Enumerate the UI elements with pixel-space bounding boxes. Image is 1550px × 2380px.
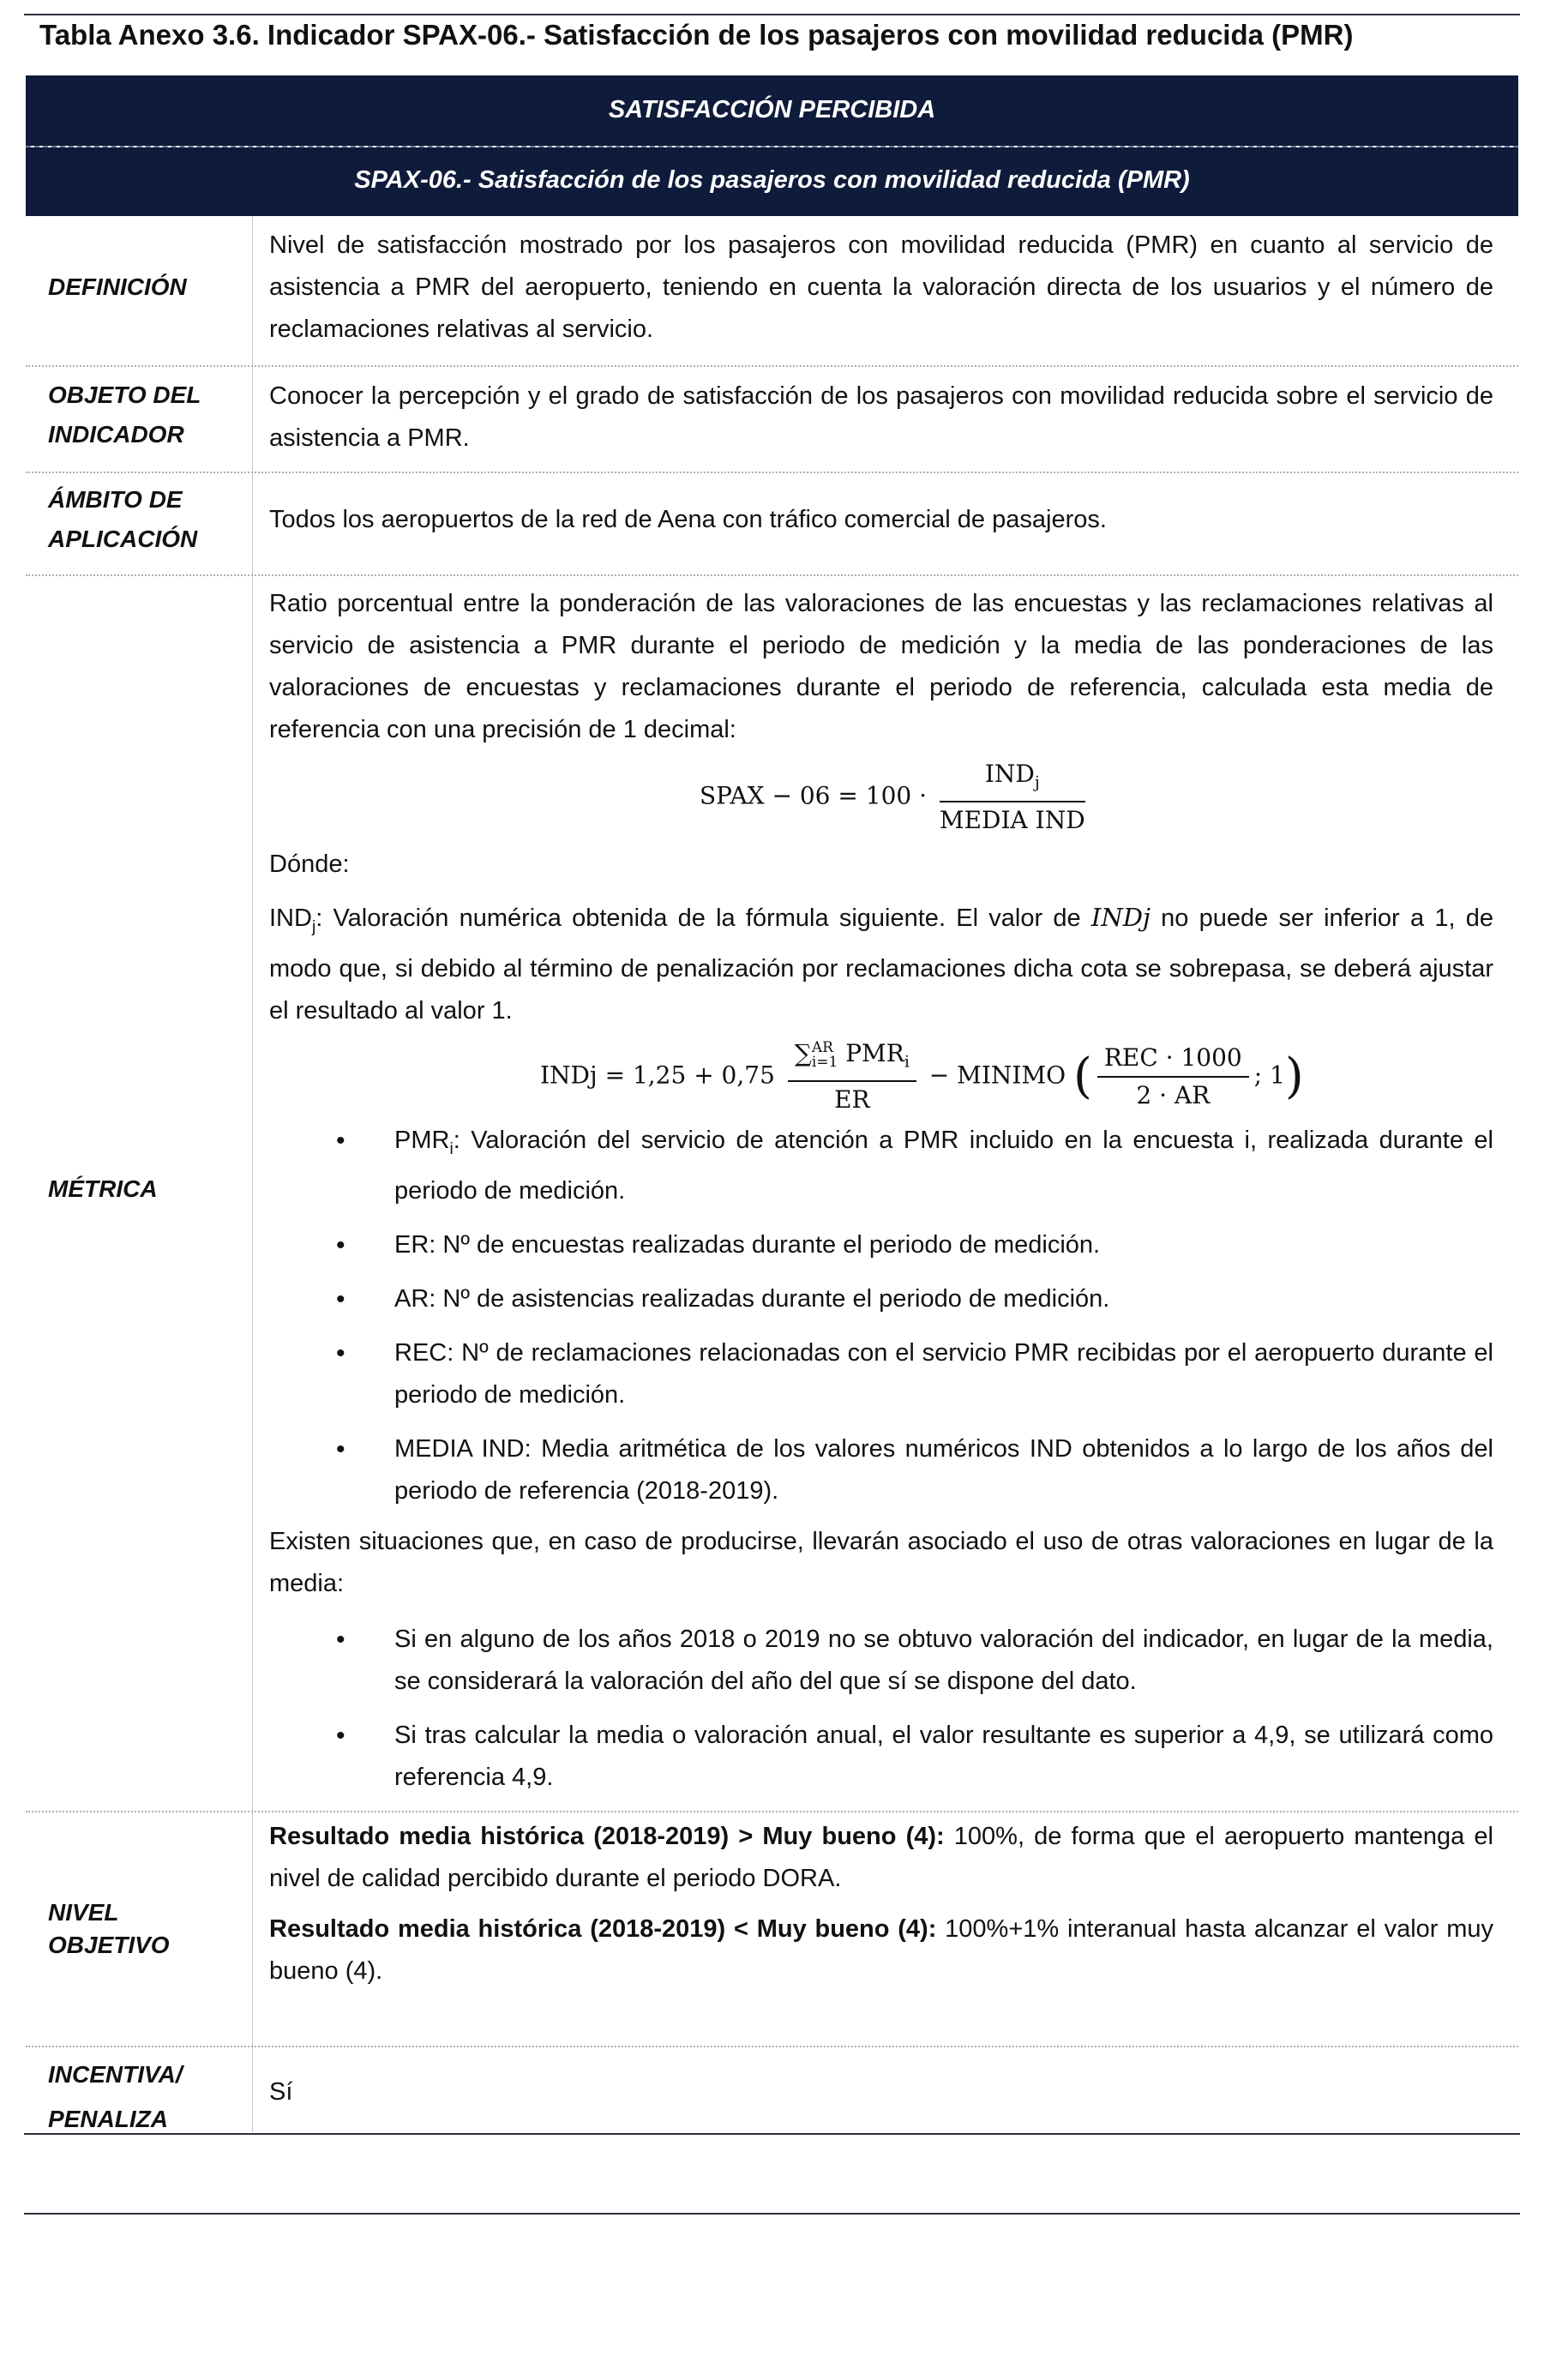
indj-text-a: : Valoración numérica obtenida de la fórmula siguiente. El valor de (315, 905, 1091, 932)
label-objeto (48, 376, 245, 454)
situaciones-list-wrap (269, 1619, 1493, 1811)
list-item: • Si en alguno de los años 2018 o 2019 no se obtuvo valoración del indicador, en lugar de la media, se considerará la valoración del año del que sí se dispone del dato. (269, 1619, 1493, 1703)
item-lead: MEDIA IND (394, 1434, 525, 1463)
nivel-p2 (269, 1908, 1493, 1992)
label-ambito-line1: ÁMBITO DE (48, 486, 183, 513)
label-objeto-line1: OBJETO DEL (48, 382, 201, 408)
metrica-intro: Ratio porcentual entre la ponderación de las valoraciones de las encuestas y las reclamaciones relativas al servicio de asistencia a PMR durante el periodo de medición y la media de las ponderaciones de las valoraciones de encuestas y reclamaciones durante el periodo de referencia, calculada esta media de referencia con una precisión de 1 decimal: (269, 590, 1493, 743)
formula-spax06-denominator: MEDIA IND (939, 805, 1085, 834)
indj-var: INDj (1090, 903, 1150, 932)
indj-definition (269, 897, 1493, 1032)
nivel-p1 (269, 1816, 1493, 1900)
item-lead-sub: i (449, 1139, 454, 1158)
variable-list (269, 1120, 1493, 1512)
item-lead: PMR (394, 1127, 450, 1154)
situaciones-list (269, 1619, 1493, 1799)
formula-indj-rec-fraction (1097, 1043, 1249, 1110)
header-band-indicator: SPAX-06.- Satisfacción de los pasajeros con movilidad reducida (PMR) (26, 147, 1518, 216)
paren-open: ( (1072, 1048, 1092, 1104)
table-bottom-rule (24, 2133, 1520, 2135)
indj-lead: IND (269, 905, 312, 932)
formula-indj-tail: ; 1 (1253, 1061, 1285, 1090)
formula-spax06-lhs: SPAX − 06 = 100 · (700, 781, 928, 810)
item-lead: AR (394, 1284, 430, 1313)
label-incentiva (48, 2052, 245, 2142)
label-nivel-line2: OBJETIVO (48, 1932, 170, 1958)
label-objeto-line2: INDICADOR (48, 421, 184, 448)
item-text: : Nº de reclamaciones relacionadas con el servicio PMR recibidas por el aeropuerto durante el periodo de medición. (394, 1338, 1493, 1409)
sum-term-sub: i (904, 1052, 910, 1072)
table-caption: Tabla Anexo 3.6. Indicador SPAX-06.- Satisfacción de los pasajeros con movilidad reducida (PMR) (39, 19, 1354, 51)
item-text: : Valoración del servicio de atención a PMR incluido en la encuesta i, realizada durante el periodo de medición. (394, 1127, 1493, 1205)
list-item (269, 1428, 1493, 1512)
nivel-p1-bold: Resultado media histórica (2018-2019) > Muy bueno (4): (269, 1823, 945, 1850)
nivel-p2-bold: Resultado media histórica (2018-2019) < Muy bueno (4): (269, 1915, 937, 1943)
sum-term: PMR (838, 1039, 904, 1067)
list-item (269, 1224, 1493, 1266)
item-text: : Media aritmética de los valores numéricos IND obtenidos a lo largo de los años del periodo de referencia (2018-2019). (394, 1434, 1493, 1505)
label-ambito-line2: APLICACIÓN (48, 526, 198, 552)
header-band-category (26, 75, 1518, 146)
indj-text-b: no puede ser inferior a 1, de modo que, si debido al término de penalización por reclamaciones dicha cota se sobrepasa, se deberá ajustar el resultado al valor 1. (269, 905, 1493, 1025)
page-bottom-rule (24, 2213, 1520, 2215)
paren-close: ) (1284, 1048, 1304, 1104)
nivel-objetivo-text (269, 1816, 1493, 1992)
situaciones-text: Existen situaciones que, en caso de producirse, llevarán asociado el uso de otras valoraciones en lugar de la media: (269, 1528, 1493, 1597)
objeto-text: Conocer la percepción y el grado de satisfacción de los pasajeros con movilidad reducida sobre el servicio de asistencia a PMR. (269, 382, 1493, 452)
sum-sub: i=1 (811, 1053, 838, 1071)
numerator-text: IND (984, 760, 1035, 788)
definicion-text: Nivel de satisfacción mostrado por los pasajeros con movilidad reducida (PMR) en cuanto al servicio de asistencia a PMR del aeropuerto, teniendo en cuenta la valoración directa de los usuarios y el número de reclamaciones relativas al servicio. (269, 231, 1493, 343)
row-separator (26, 2046, 1518, 2047)
nivel-p2-text: 100%+1% interanual hasta alcanzar el valor muy bueno (4). (269, 1915, 1494, 1985)
sum-limits (811, 1038, 838, 1071)
top-rule (24, 14, 1520, 15)
row-separator (26, 574, 1518, 576)
formula-indj-minimo: − MINIMO (928, 1061, 1066, 1090)
metrica-bullets (269, 1120, 1493, 1524)
sum-sup: AR (811, 1038, 833, 1056)
item-text: : Nº de asistencias realizadas durante el periodo de medición. (429, 1284, 1110, 1313)
indj-lead-sub: j (311, 917, 316, 936)
label-definicion: DEFINICIÓN (48, 273, 187, 300)
formula-indj (540, 1039, 1304, 1115)
label-nivel-line1: NIVEL (48, 1899, 119, 1926)
list-item (269, 1278, 1493, 1320)
item-text: : Nº de encuestas realizadas durante el periodo de medición. (429, 1230, 1101, 1259)
label-incentiva-line2: PENALIZA (48, 2106, 168, 2132)
header-category-title: SATISFACCIÓN PERCIBIDA (608, 96, 936, 123)
incentiva-text: Sí (269, 2078, 293, 2106)
item-lead: ER (394, 1230, 430, 1259)
list-item (269, 1332, 1493, 1416)
formula-spax06 (700, 760, 1090, 835)
formula-indj-den1: ER (834, 1085, 870, 1114)
list-item: • Si tras calcular la media o valoración anual, el valor resultante es superior a 4,9, se utilizará como referencia 4,9. (269, 1715, 1493, 1799)
numerator-sub: j (1034, 772, 1040, 792)
formula-indj-den2: 2 · AR (1136, 1080, 1211, 1109)
formula-indj-lhs: INDj = 1,25 + 0,75 (540, 1061, 775, 1090)
item-lead: REC (394, 1338, 448, 1367)
donde-text: Dónde: (269, 850, 350, 878)
nivel-p1-text: 100%, de forma que el aeropuerto mantenga el nivel de calidad percibido durante el periodo DORA. (269, 1823, 1493, 1892)
row-separator (26, 365, 1518, 367)
label-incentiva-line1: INCENTIVA/ (48, 2061, 183, 2088)
label-nivel (48, 1896, 245, 1962)
formula-spax06-numerator (940, 760, 1085, 802)
label-ambito (48, 480, 245, 559)
formula-indj-num2: REC · 1000 (1097, 1043, 1249, 1078)
formula-indj-sum-numerator (788, 1039, 916, 1082)
row-separator (26, 472, 1518, 473)
column-divider (252, 216, 253, 2132)
formula-spax06-fraction (940, 760, 1085, 835)
sum-symbol: ∑ (794, 1039, 812, 1067)
row-separator (26, 1811, 1518, 1812)
list-item (269, 1120, 1493, 1212)
label-metrica: MÉTRICA (48, 1175, 158, 1202)
formula-indj-sum-fraction (788, 1039, 916, 1115)
ambito-text: Todos los aeropuertos de la red de Aena con tráfico comercial de pasajeros. (269, 506, 1107, 533)
